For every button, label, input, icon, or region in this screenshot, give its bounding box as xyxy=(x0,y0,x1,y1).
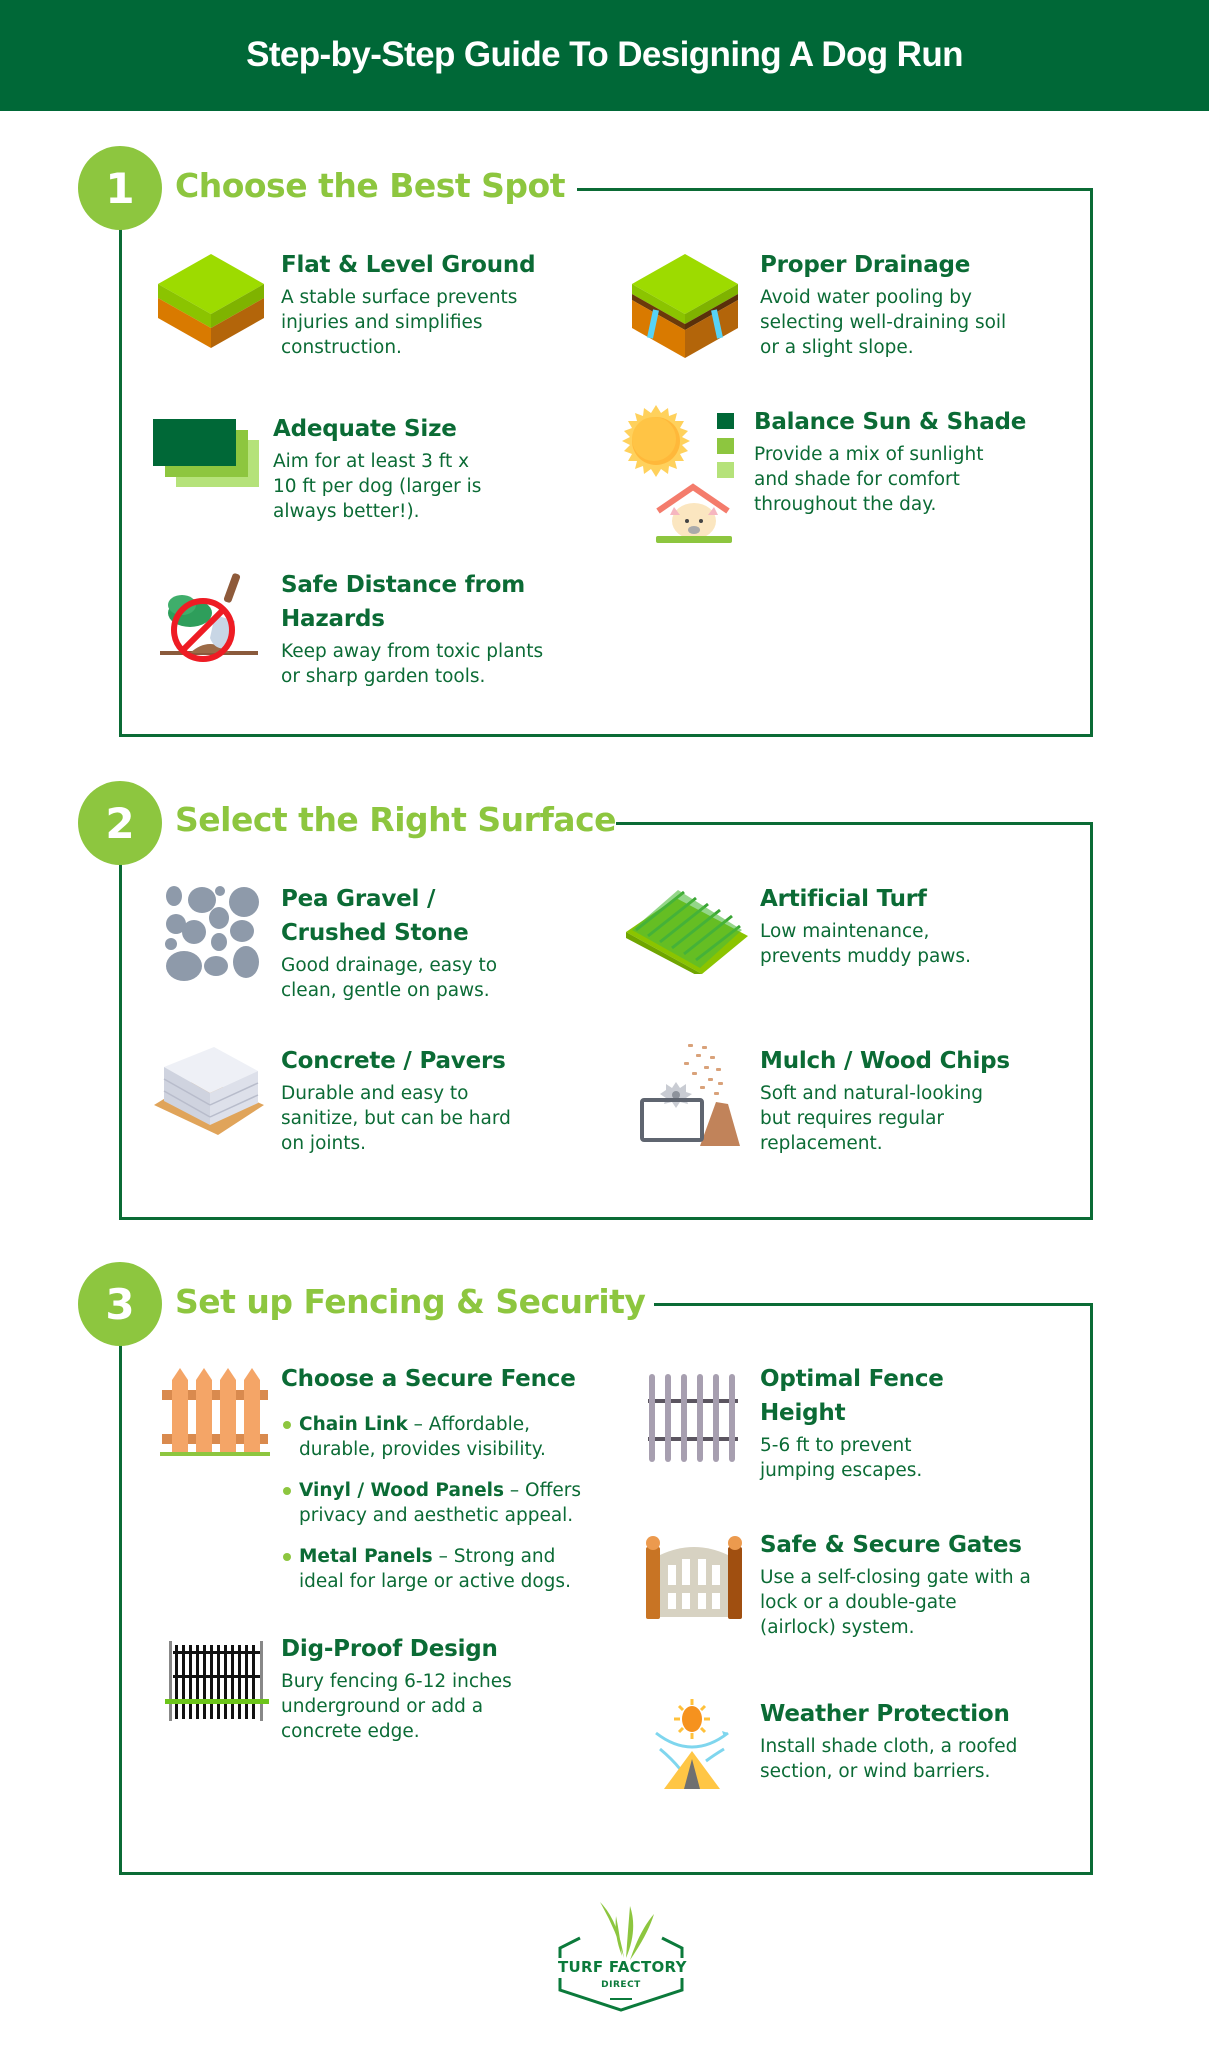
item-safe-distance-hazards xyxy=(281,568,601,689)
sun-doghouse-icon xyxy=(618,403,738,543)
item-description: A stable surface prevents injuries and simplifies construction. xyxy=(281,287,518,358)
item-title: Balance Sun & Shade xyxy=(754,409,1027,435)
metal-fence-icon xyxy=(648,1374,738,1462)
item-pea-gravel xyxy=(281,882,581,1003)
section-1-frame-left xyxy=(119,226,122,737)
section-3-frame-right xyxy=(1090,1303,1093,1875)
weather-tent-icon xyxy=(652,1697,732,1789)
no-hazards-icon xyxy=(160,573,260,665)
item-description: Bury fencing 6-12 inches underground or add a concrete edge. xyxy=(281,1671,512,1742)
section-2-title: Select the Right Surface xyxy=(175,800,617,839)
section-2-frame-right xyxy=(1090,822,1093,1220)
item-description: Use a self-closing gate with a lock or a double-gate (airlock) system. xyxy=(760,1567,1031,1638)
item-title: Mulch / Wood Chips xyxy=(760,1048,1010,1074)
item-weather-protection xyxy=(760,1697,1090,1784)
item-description: Good drainage, easy to clean, gentle on paws. xyxy=(281,955,498,1001)
page-title: Step-by-Step Guide To Designing A Dog Run xyxy=(246,34,963,74)
turf-factory-direct-logo xyxy=(558,1900,687,2012)
section-2-frame-top xyxy=(616,822,1093,825)
header-banner xyxy=(0,0,1209,111)
item-proper-drainage xyxy=(760,248,1080,360)
item-title: Concrete / Pavers xyxy=(281,1048,506,1074)
item-balance-sun-shade xyxy=(754,405,1084,517)
item-concrete-pavers xyxy=(281,1044,581,1156)
size-rectangles-icon xyxy=(153,419,259,487)
bullet-metal-panels: Metal Panels – Strong and ideal for large or active dogs. xyxy=(281,1544,621,1594)
item-flat-level-ground xyxy=(281,248,581,360)
item-description: Install shade cloth, a roofed section, or wind barriers. xyxy=(760,1736,1018,1782)
item-description: Soft and natural-looking but requires regular replacement. xyxy=(760,1083,983,1154)
section-1-frame-right xyxy=(1090,188,1093,737)
item-description: Low maintenance, prevents muddy paws. xyxy=(760,921,971,967)
pavers-pallet-icon xyxy=(154,1047,264,1135)
item-optimal-fence-height xyxy=(760,1362,1080,1483)
mulch-chipper-icon xyxy=(636,1042,748,1146)
section-2-frame-left xyxy=(119,862,122,1220)
step-number-3: 3 xyxy=(78,1262,162,1346)
step-number-2: 2 xyxy=(78,781,162,865)
section-2-frame-bottom xyxy=(119,1217,1093,1220)
item-dig-proof-design xyxy=(281,1632,601,1744)
section-1-frame-bottom xyxy=(119,734,1093,737)
bullet-chain-link: Chain Link – Affordable, durable, provides visibility. xyxy=(281,1412,621,1462)
item-title: Pea Gravel / Crushed Stone xyxy=(281,886,469,946)
gravel-icon xyxy=(164,886,260,982)
logo-hexagon-grass-icon xyxy=(558,1900,687,2012)
item-description: Keep away from toxic plants or sharp garden tools. xyxy=(281,641,544,687)
item-description: Durable and easy to sanitize, but can be hard on joints. xyxy=(281,1083,511,1154)
section-1-frame-top xyxy=(577,188,1093,191)
section-3-frame-bottom xyxy=(119,1872,1093,1875)
item-title: Adequate Size xyxy=(273,416,457,442)
item-description: Provide a mix of sunlight and shade for comfort throughout the day. xyxy=(754,444,984,515)
ground-block-icon xyxy=(158,254,264,348)
item-title: Dig-Proof Design xyxy=(281,1636,498,1662)
section-1-title: Choose the Best Spot xyxy=(175,166,565,205)
gate-icon xyxy=(646,1535,742,1620)
picket-fence-icon xyxy=(160,1368,270,1458)
item-secure-gates xyxy=(760,1528,1090,1640)
item-adequate-size xyxy=(273,412,573,524)
item-mulch-wood-chips xyxy=(760,1044,1080,1156)
logo-wordmark: TURF FACTORY xyxy=(558,1958,687,1976)
item-title: Choose a Secure Fence xyxy=(281,1366,576,1392)
item-title: Weather Protection xyxy=(760,1701,1010,1727)
drainage-block-icon xyxy=(632,254,738,358)
item-secure-fence xyxy=(281,1362,621,1594)
item-artificial-turf xyxy=(760,882,1080,969)
section-3-frame-left xyxy=(119,1344,122,1875)
item-title: Safe Distance from Hazards xyxy=(281,572,526,632)
step-number-1: 1 xyxy=(78,146,162,230)
item-description: Avoid water pooling by selecting well-draining soil or a slight slope. xyxy=(760,287,1007,358)
section-3-frame-top xyxy=(654,1303,1093,1306)
turf-icon xyxy=(626,886,748,974)
logo-subtitle: DIRECT xyxy=(601,1980,641,1990)
item-title: Safe & Secure Gates xyxy=(760,1532,1022,1558)
item-title: Optimal Fence Height xyxy=(760,1366,944,1426)
section-3-title: Set up Fencing & Security xyxy=(175,1282,646,1321)
item-title: Proper Drainage xyxy=(760,252,971,278)
bullet-vinyl-wood: Vinyl / Wood Panels – Offers privacy and aesthetic appeal. xyxy=(281,1478,621,1528)
item-description: 5-6 ft to prevent jumping escapes. xyxy=(760,1435,923,1481)
item-title: Artificial Turf xyxy=(760,886,927,912)
dig-proof-fence-icon xyxy=(165,1641,269,1721)
item-description: Aim for at least 3 ft x 10 ft per dog (larger is always better!). xyxy=(273,451,482,522)
item-title: Flat & Level Ground xyxy=(281,252,536,278)
